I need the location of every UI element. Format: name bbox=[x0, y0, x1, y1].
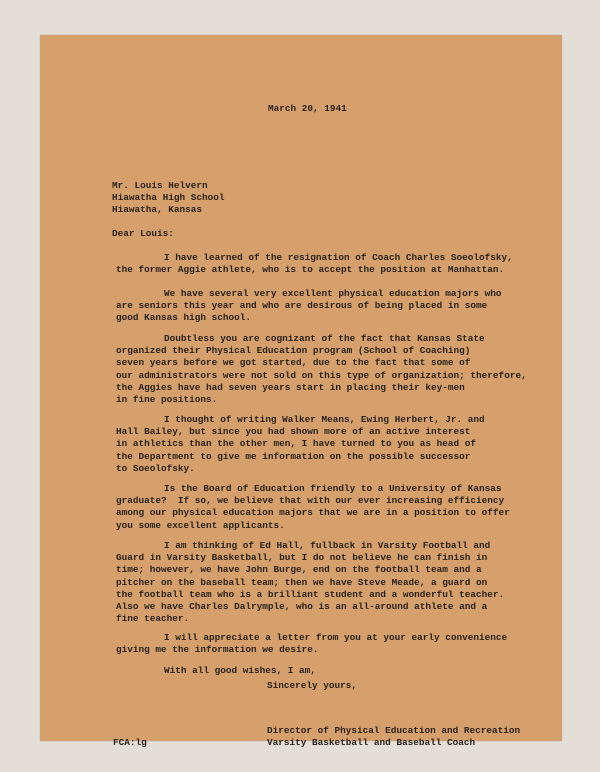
paragraph-line: the former Aggie athlete, who is to accept the position at Manhattan. bbox=[116, 264, 505, 276]
signature-title-line: Director of Physical Education and Recreation bbox=[267, 725, 521, 736]
paragraph-line: Is the Board of Education friendly to a University of Kansas bbox=[164, 483, 502, 494]
paragraph-line: I thought of writing Walker Means, Ewing Herbert, Jr. and bbox=[164, 414, 485, 425]
paragraph-line: time; however, we have John Burge, end on the football team and a bbox=[116, 564, 482, 576]
paragraph-line: the football team who is a brilliant student and a wonderful teacher. bbox=[116, 588, 505, 600]
salutation: Dear Louis: bbox=[112, 228, 174, 239]
letter-date: March 20, 1941 bbox=[268, 103, 347, 114]
paragraph-1 bbox=[116, 252, 513, 276]
recipient-city: Hiawatha, Kansas bbox=[112, 204, 203, 215]
paragraph-line: I will appreciate a letter from you at your early convenience bbox=[164, 632, 508, 643]
paragraph-line: the Aggies have had seven years start in placing their key-men bbox=[116, 381, 465, 393]
paragraph-line: pitcher on the baseball team; then we have Steve Meade, a guard on bbox=[116, 576, 488, 588]
paragraph-5 bbox=[116, 483, 510, 532]
paragraph-line: Guard in Varsity Basketball, but I do not believe he can finish in bbox=[116, 552, 488, 564]
paragraph-line: graduate? If so, we believe that with our ever increasing efficiency bbox=[116, 495, 505, 507]
typist-initials: FCA:lg bbox=[113, 737, 147, 748]
recipient-school: Hiawatha High School bbox=[112, 192, 225, 203]
paragraph-line: Hall Bailey, but since you had shown more of an active interest bbox=[116, 426, 471, 438]
paragraph-line: in athletics than the other men, I have turned to you as head of bbox=[116, 438, 477, 450]
paragraph-line: organized their Physical Education program (School of Coaching) bbox=[116, 345, 471, 357]
signature-title-line: Varsity Basketball and Baseball Coach bbox=[267, 737, 476, 748]
paragraph-line: to Soeolofsky. bbox=[116, 462, 195, 474]
paragraph-line: fine teacher. bbox=[116, 613, 190, 625]
paragraph-line: Doubtless you are cognizant of the fact that Kansas State bbox=[164, 333, 485, 344]
paragraph-line: seven years before we got started, due to the fact that some of bbox=[116, 357, 471, 369]
recipient-name: Mr. Louis Helvern bbox=[112, 180, 208, 191]
paragraph-line: good Kansas high school. bbox=[116, 312, 252, 324]
paragraph-line: are seniors this year and who are desirous of being placed in some bbox=[116, 300, 488, 312]
paragraph-line: the Department to give me information on the possible successor bbox=[116, 450, 471, 462]
paragraph-line: giving me the information we desire. bbox=[116, 644, 319, 656]
paragraph-4 bbox=[116, 414, 485, 475]
closing: Sincerely yours, bbox=[267, 680, 358, 691]
closing-wishes: With all good wishes, I am, bbox=[164, 665, 316, 676]
paragraph-line: I have learned of the resignation of Coach Charles Soeolofsky, bbox=[164, 252, 513, 263]
paragraph-line: We have several very excellent physical education majors who bbox=[164, 288, 502, 299]
paragraph-6 bbox=[116, 540, 504, 625]
paragraph-7 bbox=[116, 632, 507, 656]
letter-page bbox=[40, 35, 562, 741]
paragraph-line: Also we have Charles Dalrymple, who is an all-around athlete and a bbox=[116, 601, 488, 613]
paragraph-3 bbox=[116, 333, 527, 406]
paragraph-line: I am thinking of Ed Hall, fullback in Varsity Football and bbox=[164, 540, 491, 551]
paragraph-line: you some excellent applicants. bbox=[116, 519, 285, 531]
paragraph-line: in fine positions. bbox=[116, 394, 218, 406]
paragraph-line: among our physical education majors that we are in a position to offer bbox=[116, 507, 510, 519]
paragraph-2 bbox=[116, 288, 502, 325]
paragraph-line: our administrators were not sold on this type of organization; therefore, bbox=[116, 369, 527, 381]
